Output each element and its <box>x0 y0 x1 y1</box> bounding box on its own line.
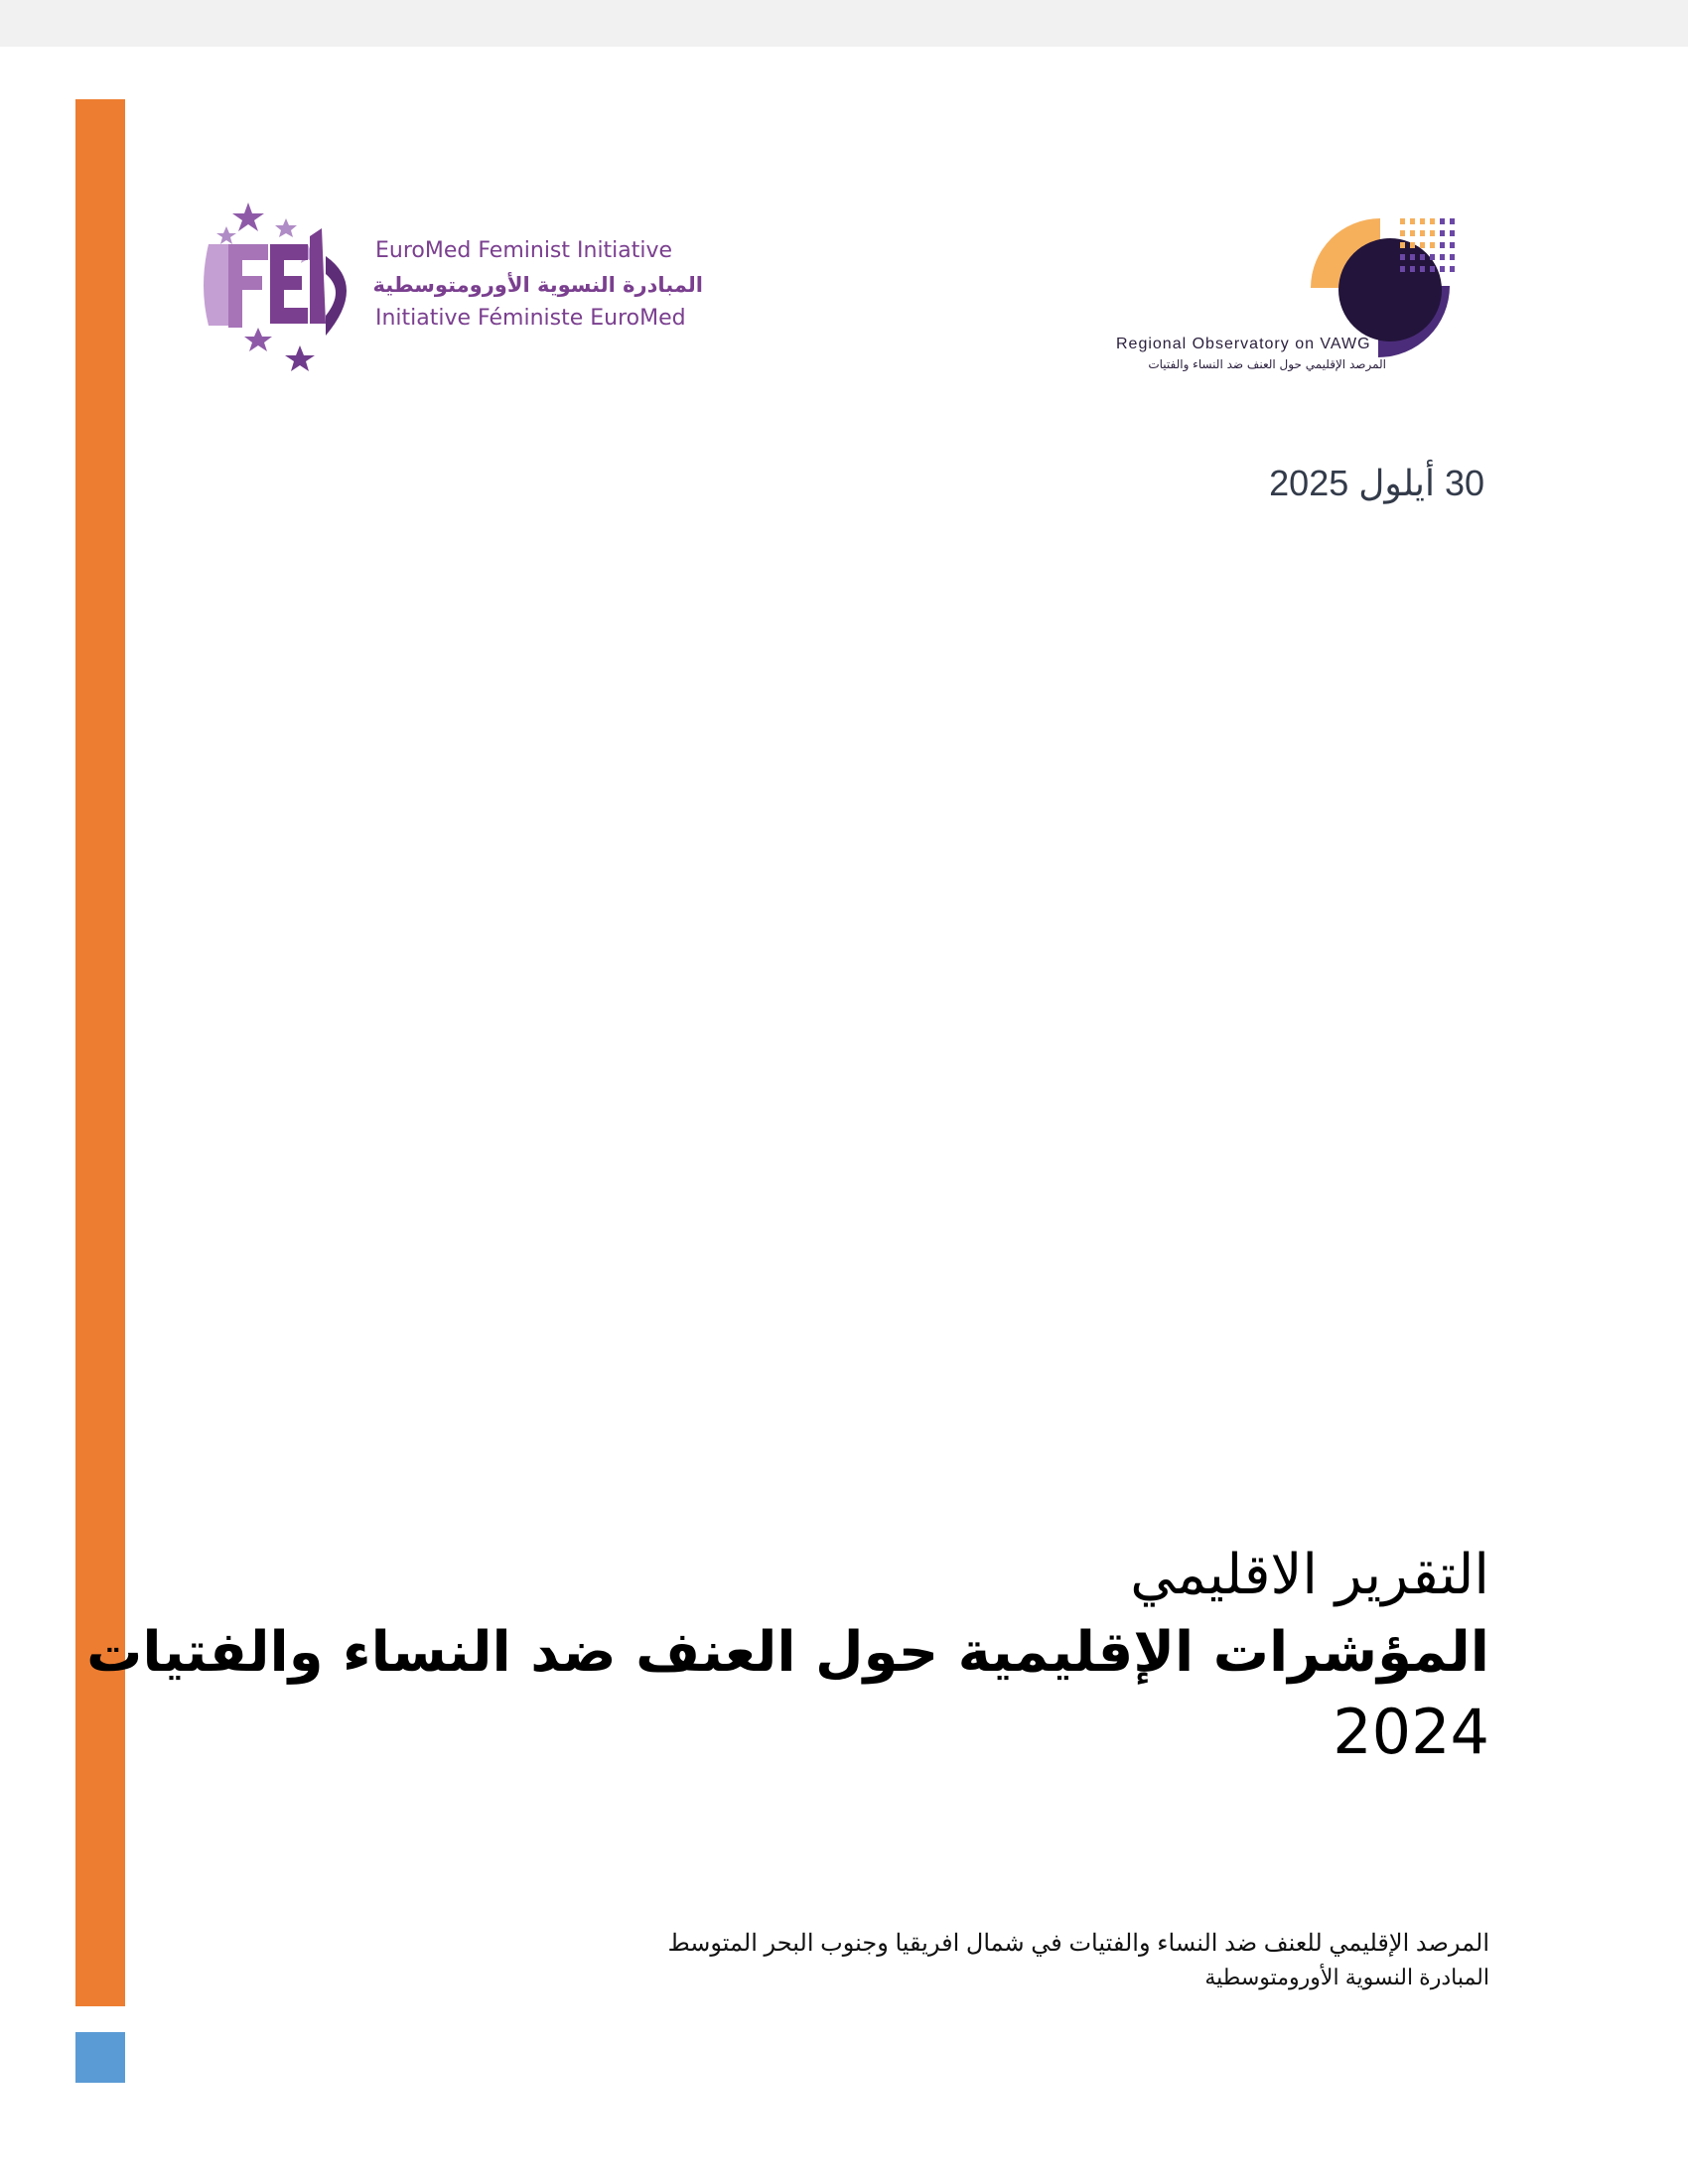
publisher-line2: المبادرة النسوية الأورومتوسطية <box>1204 1965 1489 1989</box>
efi-logo-text <box>372 234 703 336</box>
publisher-block <box>199 1926 1489 1993</box>
efi-emblem-icon <box>199 197 367 375</box>
report-title-block <box>86 1537 1489 1773</box>
publisher-line1: المرصد الإقليمي للعنف ضد النساء والفتيات في شمال افريقيا وجنوب البحر المتوسط <box>667 1930 1489 1957</box>
page-top-band <box>0 0 1688 47</box>
efi-name-en: EuroMed Feminist Initiative <box>375 238 673 263</box>
report-title-line1: التقرير الاقليمي <box>1130 1543 1489 1607</box>
orange-side-bar <box>75 99 125 2006</box>
efi-logo <box>199 197 715 375</box>
report-date: 30 أيلول 2025 <box>1269 463 1484 503</box>
observatory-name-ar: المرصد الإقليمي حول العنف ضد النساء والفتيات <box>1148 357 1386 371</box>
observatory-logo <box>1112 208 1479 377</box>
efi-name-fr: Initiative Féministe EuroMed <box>375 306 686 331</box>
blue-corner-square <box>75 2032 125 2083</box>
report-title-year: 2024 <box>1333 1696 1489 1768</box>
efi-name-ar: المبادرة النسوية الأورومتوسطية <box>372 273 703 297</box>
observatory-name-en: Regional Observatory on VAWG <box>1116 336 1371 352</box>
report-title-line2: المؤشرات الإقليمية حول العنف ضد النساء والفتيات <box>86 1620 1489 1685</box>
